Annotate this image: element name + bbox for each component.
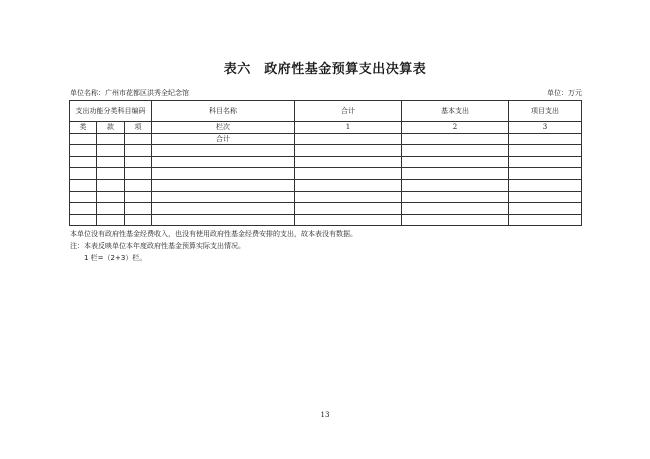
cell-kuan [97, 168, 125, 180]
cell-kuan [97, 179, 125, 191]
cell-xiang [125, 156, 152, 168]
cell-total [295, 168, 402, 180]
cell-total [295, 191, 402, 203]
cell-total [295, 203, 402, 215]
cell-lei [70, 191, 97, 203]
total-label: 合计 [152, 133, 295, 145]
cell-project [509, 214, 582, 226]
total-basic [402, 133, 509, 145]
cell-total [295, 156, 402, 168]
cell-lei [70, 214, 97, 226]
note-no-data: 本单位没有政府性基金经费收入，也没有使用政府性基金经费安排的支出，故本表没有数据。 [70, 230, 357, 238]
currency-unit-label: 单位：万元 [547, 89, 582, 97]
unit-name-label: 单位名称：广州市花都区洪秀全纪念馆 [70, 89, 189, 97]
header-lei: 类 [70, 122, 97, 134]
header-kuan: 款 [97, 122, 125, 134]
cell-total [295, 145, 402, 157]
cell-kuan [97, 214, 125, 226]
note-formula: 1 栏=（2+3）栏。 [84, 254, 147, 262]
cell-kuan [97, 145, 125, 157]
cell-basic [402, 168, 509, 180]
cell-name [152, 145, 295, 157]
cell-basic [402, 179, 509, 191]
cell-kuan [97, 203, 125, 215]
total-project [509, 133, 582, 145]
table-header-row [70, 101, 582, 122]
cell-xiang [125, 214, 152, 226]
cell-basic [402, 203, 509, 215]
cell-total [295, 214, 402, 226]
cell-lei [70, 156, 97, 168]
cell-basic [402, 145, 509, 157]
table-row [70, 191, 582, 203]
cell-name [152, 168, 295, 180]
cell-name [152, 191, 295, 203]
note-description: 注：本表反映单位本年度政府性基金预算实际支出情况。 [70, 242, 245, 250]
cell-xiang [125, 168, 152, 180]
expenditure-table [69, 100, 582, 226]
header-total: 合计 [295, 101, 402, 122]
cell-xiang [125, 203, 152, 215]
header-project-expenditure: 项目支出 [509, 101, 582, 122]
cell-kuan [97, 191, 125, 203]
table-row [70, 203, 582, 215]
header-item-name: 科目名称 [152, 101, 295, 122]
total-kuan [97, 133, 125, 145]
cell-name [152, 179, 295, 191]
cell-kuan [97, 156, 125, 168]
table-row [70, 145, 582, 157]
column-index-label: 栏次 [152, 122, 295, 134]
table-row [70, 156, 582, 168]
cell-lei [70, 179, 97, 191]
cell-xiang [125, 191, 152, 203]
notes-section [70, 228, 357, 264]
cell-lei [70, 168, 97, 180]
column-index-1: 1 [295, 122, 402, 134]
table-row [70, 214, 582, 226]
table-row [70, 179, 582, 191]
cell-xiang [125, 179, 152, 191]
total-lei [70, 133, 97, 145]
cell-lei [70, 203, 97, 215]
header-xiang: 项 [125, 122, 152, 134]
total-xiang [125, 133, 152, 145]
table-row [70, 168, 582, 180]
cell-total [295, 179, 402, 191]
cell-project [509, 191, 582, 203]
cell-project [509, 145, 582, 157]
cell-name [152, 214, 295, 226]
cell-basic [402, 191, 509, 203]
cell-basic [402, 156, 509, 168]
cell-lei [70, 145, 97, 157]
total-value [295, 133, 402, 145]
column-index-2: 2 [402, 122, 509, 134]
cell-project [509, 179, 582, 191]
header-basic-expenditure: 基本支出 [402, 101, 509, 122]
cell-basic [402, 214, 509, 226]
cell-name [152, 156, 295, 168]
cell-project [509, 156, 582, 168]
header-function-code: 支出功能分类科目编码 [70, 101, 152, 122]
column-index-3: 3 [509, 122, 582, 134]
total-row [70, 133, 582, 145]
cell-name [152, 203, 295, 215]
cell-project [509, 168, 582, 180]
page-title: 表六 政府性基金预算支出决算表 [223, 62, 427, 77]
cell-project [509, 203, 582, 215]
page-number: 13 [320, 411, 330, 419]
cell-xiang [125, 145, 152, 157]
